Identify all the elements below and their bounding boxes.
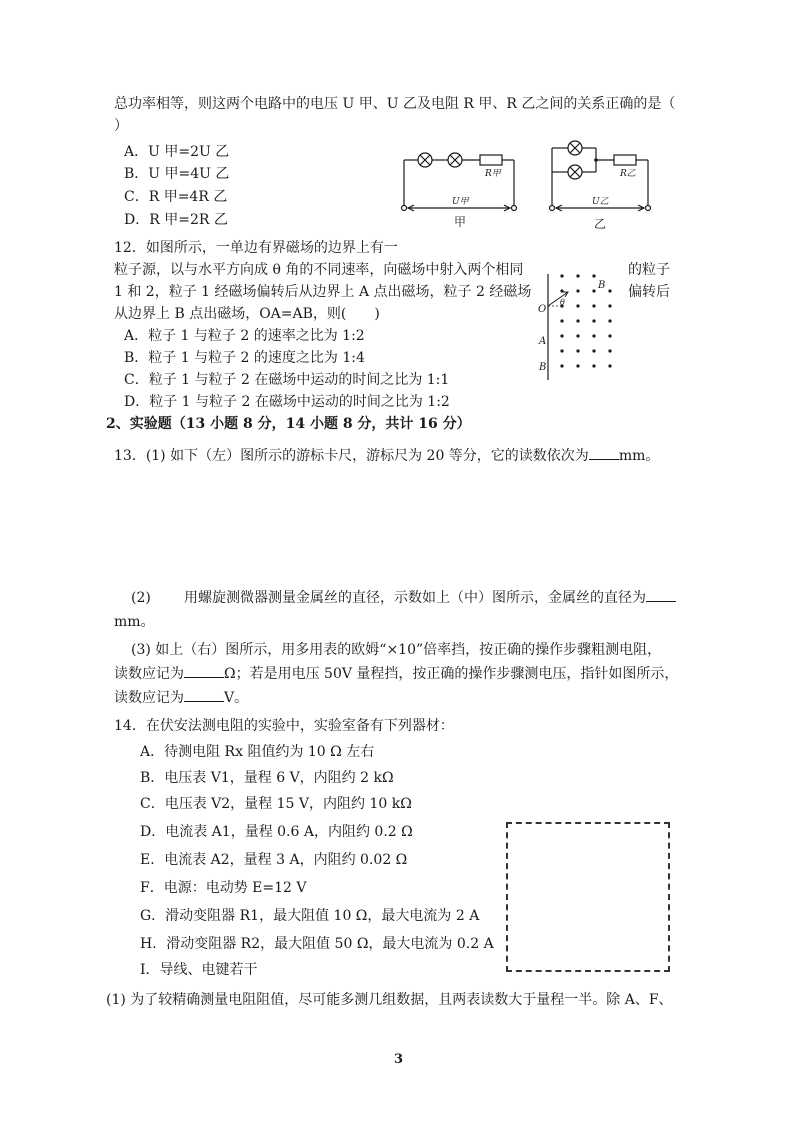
- q12-stem-line3-left: 1 和 2，粒子 1 经磁场偏转后从边界上 A 点出磁场，粒子 2 经磁场: [114, 284, 532, 300]
- field-dot: [608, 349, 611, 352]
- field-dot: [576, 334, 579, 337]
- caption-yi: 乙: [594, 217, 607, 231]
- field-dot: [608, 319, 611, 322]
- point-b-label: B: [539, 362, 547, 373]
- q14-sub1: (1) 为了较精确测量电阻阻值，尽可能多测几组数据，且两表读数大于量程一半。除 A、F、: [106, 992, 673, 1008]
- q13-part1: [114, 446, 659, 466]
- q13-part3-line2-b: Ω；若是用电压 50V 量程挡，按正确的操作步骤测电压，指针如图所示，: [224, 666, 679, 682]
- field-dot: [608, 304, 611, 307]
- field-dot: [560, 364, 563, 367]
- field-dot: [608, 364, 611, 367]
- field-dot: [592, 319, 595, 322]
- q11-stem-line1: 总功率相等，则这两个电路中的电压 U 甲、U 乙及电阻 R 甲、R 乙之间的关系正确的是（: [114, 96, 676, 112]
- q13-part1-unit: mm。: [618, 448, 660, 464]
- q12-option-a: A．粒子 1 与粒子 2 的速率之比为 1:2: [124, 328, 365, 344]
- q14-item-i: I．导线、电键若干: [140, 962, 258, 978]
- q12-stem-line3-right: 偏转后: [628, 284, 670, 300]
- field-dot: [560, 274, 563, 277]
- field-dot: [592, 349, 595, 352]
- q14-item-e: E．电流表 A2，量程 3 A，内阻约 0.02 Ω: [140, 852, 408, 868]
- field-dot: [576, 364, 579, 367]
- caption-jia: 甲: [454, 215, 467, 229]
- field-dot: [592, 334, 595, 337]
- q13-part3-line2: [114, 664, 678, 684]
- point-o-label: O: [538, 304, 547, 315]
- q13-blank-1[interactable]: [589, 459, 619, 460]
- q13-part3-line1: (3) 如上（右）图所示，用多用表的欧姆“×10”倍率挡，按正确的操作步骤粗测电阻，: [131, 642, 662, 658]
- u-yi-label: U乙: [592, 197, 609, 207]
- q13-part1-text: 13．(1) 如下（左）图所示的游标卡尺，游标尺为 20 等分，它的读数依次为: [114, 448, 589, 464]
- q13-part2-number: (2): [131, 590, 151, 606]
- magnetic-field-figure: [538, 264, 628, 382]
- q14-stem: 14．在伏安法测电阻的实验中，实验室备有下列器材：: [114, 718, 454, 734]
- circuit-answer-box[interactable]: [506, 822, 670, 972]
- field-dot: [576, 319, 579, 322]
- q12-option-d: D．粒子 1 与粒子 2 在磁场中运动的时间之比为 1:2: [124, 394, 450, 410]
- q13-blank-2[interactable]: [646, 601, 676, 602]
- q14-item-h: H．滑动变阻器 R2，最大阻值 50 Ω，最大电流为 0.2 A: [140, 936, 494, 952]
- q13-blank-3[interactable]: [184, 677, 224, 678]
- q13-part2-unit: mm。: [114, 614, 155, 630]
- q13-part3-line3: [114, 688, 248, 708]
- q14-item-a: A．待测电阻 Rx 阻值约为 10 Ω 左右: [140, 744, 375, 760]
- section2-heading: 2、实验题（13 小题 8 分，14 小题 8 分，共计 16 分）: [106, 416, 471, 432]
- circuit-jia-figure: [400, 146, 525, 236]
- q13-part2-text: 用螺旋测微器测量金属丝的直径，示数如上（中）图所示，金属丝的直径为: [184, 590, 646, 606]
- field-dot: [592, 289, 595, 292]
- q11-option-b: B．U 甲=4U 乙: [124, 166, 230, 182]
- field-dot: [592, 274, 595, 277]
- q13-part3-line3-a: 读数应记为: [114, 690, 184, 706]
- field-dot: [576, 349, 579, 352]
- field-dot: [608, 334, 611, 337]
- field-dot: [576, 289, 579, 292]
- theta-label: θ: [560, 298, 565, 307]
- q12-option-c: C．粒子 1 与粒子 2 在磁场中运动的时间之比为 1:1: [124, 372, 450, 388]
- q12-stem-line1: 12．如图所示，一单边有界磁场的边界上有一: [114, 240, 398, 256]
- q14-item-b: B．电压表 V1，量程 6 V，内阻约 2 kΩ: [140, 770, 394, 786]
- q14-item-g: G．滑动变阻器 R1，最大阻值 10 Ω，最大电流为 2 A: [140, 908, 480, 924]
- q11-stem-line2: ）: [114, 118, 128, 134]
- field-dot: [592, 364, 595, 367]
- r-yi-label: R乙: [620, 169, 636, 179]
- field-b-label: B: [598, 280, 606, 291]
- field-dot: [608, 289, 611, 292]
- q12-option-b: B．粒子 1 与粒子 2 的速度之比为 1:4: [124, 350, 365, 366]
- field-dot: [592, 304, 595, 307]
- q14-item-f: F．电源：电动势 E=12 V: [140, 880, 307, 896]
- field-dot: [576, 274, 579, 277]
- q11-option-a: A．U 甲=2U 乙: [124, 144, 230, 160]
- q14-item-d: D．电流表 A1，量程 0.6 A，内阻约 0.2 Ω: [140, 824, 413, 840]
- circuit-yi-figure: [548, 138, 658, 238]
- q13-part3-line2-a: 读数应记为: [114, 666, 184, 682]
- field-dot: [576, 304, 579, 307]
- q14-item-c: C．电压表 V2，量程 15 V，内阻约 10 kΩ: [140, 796, 412, 812]
- page-number: 3: [394, 1052, 404, 1067]
- field-dot: [560, 349, 563, 352]
- field-dot: [560, 319, 563, 322]
- q13-blank-4[interactable]: [184, 701, 224, 702]
- q13-part2: [184, 588, 676, 608]
- q12-stem-line2-left: 粒子源，以与水平方向成 θ 角的不同速率，向磁场中射入两个相同: [114, 262, 524, 278]
- q11-option-c: C．R 甲=4R 乙: [124, 189, 228, 205]
- field-dot: [560, 334, 563, 337]
- q12-stem-line2-right: 的粒子: [628, 262, 670, 278]
- q13-part3-line3-b: V。: [224, 690, 249, 706]
- q12-stem-line4: 从边界上 B 点出磁场，OA=AB，则( ): [114, 306, 380, 322]
- r-jia-label: R甲: [485, 169, 501, 179]
- u-jia-label: U甲: [452, 197, 469, 207]
- q11-option-d: D．R 甲=2R 乙: [124, 212, 228, 228]
- point-a-label: A: [539, 336, 547, 347]
